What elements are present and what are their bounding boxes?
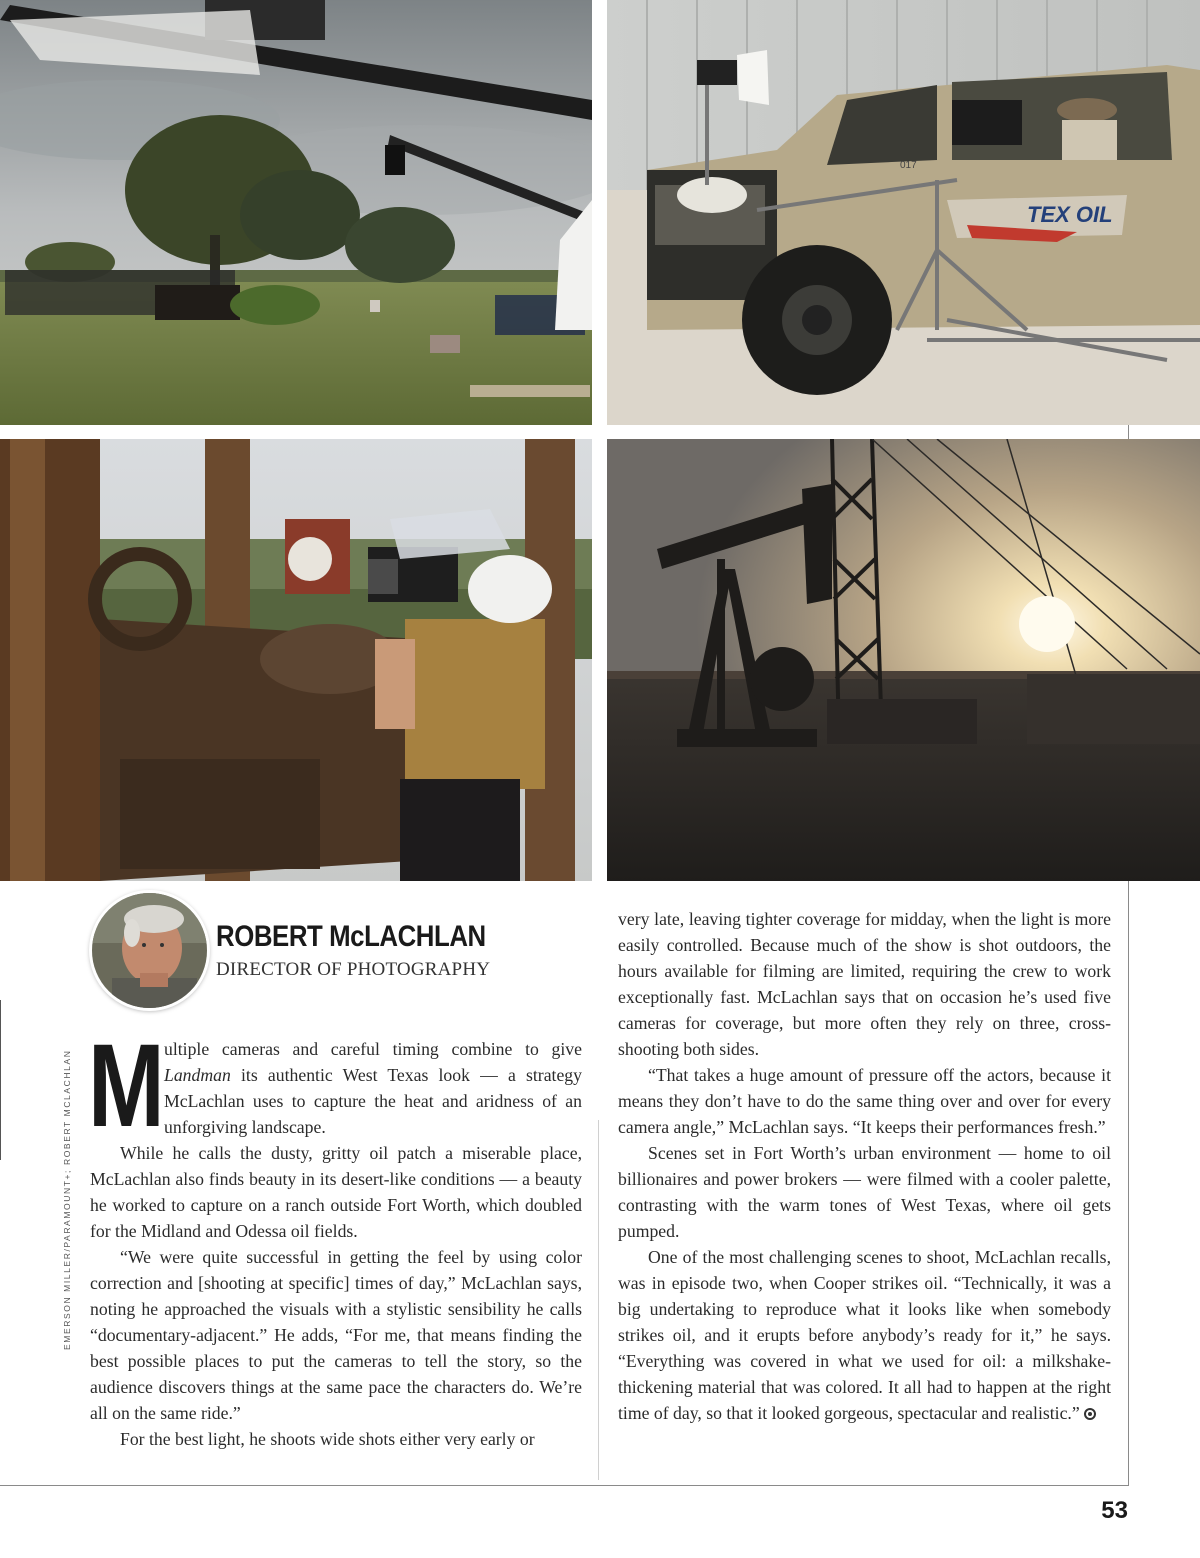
column-rule <box>598 1120 599 1480</box>
article-paragraph: very late, leaving tighter coverage for midday, when the light is more easily controlled. Because much of the show is shot outdoors, the hours available for filming are limited, requiring the crew to work exceptionally fast. McLachlan says that on occasion he’s used five cameras for coverage, but more often they rely on three, cross-shooting both sides. <box>618 909 1111 1059</box>
page-number: 53 <box>1101 1497 1128 1524</box>
pumpjack-sunset-photo <box>607 439 1200 881</box>
profile-role: DIRECTOR OF PHOTOGRAPHY <box>216 959 491 980</box>
article-paragraph: While he calls the dusty, gritty oil patch a miserable place, McLachlan also finds beauty in its desert-like conditions — a beauty he worked to capture on a ranch outside Fort Worth, which doubled for the Midland and Odessa oil fields. <box>90 1143 582 1241</box>
gutter-rule <box>1128 425 1129 439</box>
end-of-article-icon <box>1084 1408 1096 1420</box>
truck-logo-text: TEX OIL <box>1027 202 1113 227</box>
article-column-2 <box>618 906 1111 1426</box>
article-paragraph: For the best light, he shoots wide shots either very early or <box>120 1429 535 1449</box>
funeral-crane-photo <box>0 0 592 425</box>
article-column-1 <box>88 1020 582 1452</box>
article-paragraph: “That takes a huge amount of pressure off the actors, because it means they don’t have to do the same thing over and over for every camera angle,” McLachlan says. “It keeps their performances fresh.” <box>618 1065 1111 1137</box>
profile-name: ROBERT McLACHLAN <box>216 920 486 953</box>
truck-number: 017 <box>900 160 917 171</box>
photo-credit: EMERSON MILLER/PARAMOUNT+; ROBERT MCLACHLAN <box>62 1049 72 1350</box>
drop-cap: M <box>88 1020 165 1152</box>
article-paragraph: “We were quite successful in getting the feel by using color correction and [shooting at specific] times of day,” McLachlan says, noting he approached the visuals with a stylistic sensibility he calls “documentary-adjacent.” He adds, “For me, that means finding the best possible places to put the cameras to tell the story, so the audience discovers things at the same pace the characters do. We’re all on the same ride.” <box>90 1247 582 1423</box>
right-rule <box>1128 881 1129 1485</box>
camera-operator-photo <box>0 439 592 881</box>
article-paragraph: One of the most challenging scenes to shoot, McLachlan recalls, was in episode two, when Cooper strikes oil. “Technically, it was a big undertaking to reproduce what it looks like when somebody strikes oil, and it erupts before anybody’s ready for it,” he says. “Everything was covered in what we used for oil: a milkshake-thickening material that was colored. It all had to happen at the right time of day, so that it looked gorgeous, spectacular and realistic.” <box>618 1247 1111 1423</box>
left-edge-rule <box>0 1000 1 1160</box>
truck-rig-photo <box>607 0 1200 425</box>
show-title: Landman <box>164 1065 231 1085</box>
article-paragraph: Multiple cameras and careful timing combine to give Landman its authentic West Texas look — a strategy McLachlan uses to capture the heat and aridness of an unforgiving landscape. <box>88 1020 582 1152</box>
article-paragraph: Scenes set in Fort Worth’s urban environment — home to oil billionaires and power brokers — were filmed with a cooler palette, contrasting with the warm tones of West Texas, where oil gets pumped. <box>618 1143 1111 1241</box>
profile-avatar <box>92 893 207 1008</box>
bottom-rule <box>0 1485 1129 1486</box>
